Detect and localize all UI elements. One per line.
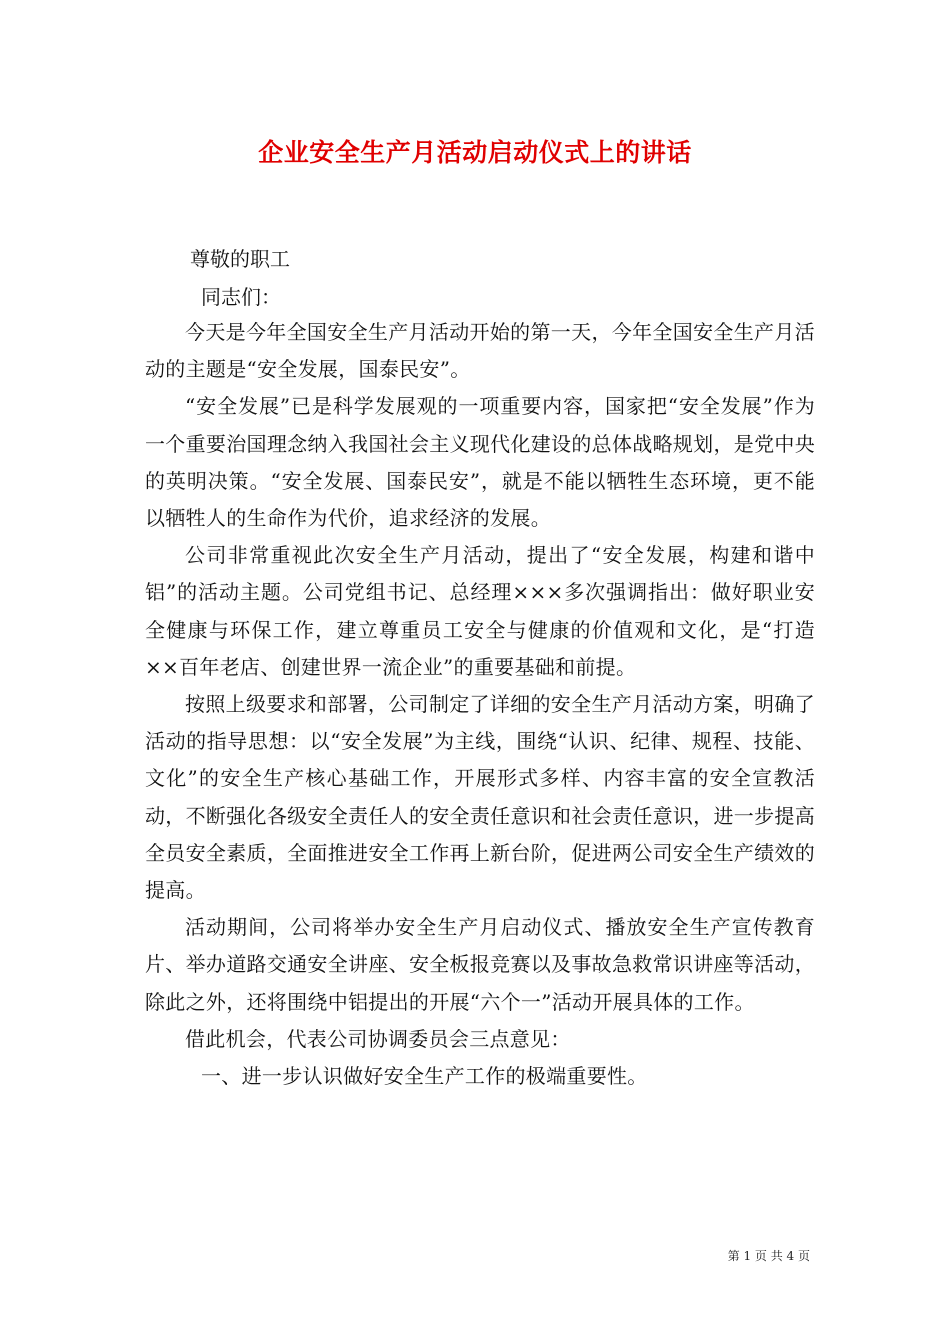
paragraph-3: 公司非常重视此次安全生产月活动，提出了“安全发展，构建和谐中铝”的活动主题。公司党组书记、总经理×××多次强调指出：做好职业安全健康与环保工作，建立尊重员工安全与健康的价值观和文化，是“打造××百年老店、创建世界一流企业”的重要基础和前提。 [145,543,815,679]
document-title: 企业安全生产月活动启动仪式上的讲话 [258,138,692,167]
paragraph-6: 借此机会，代表公司协调委员会三点意见： [185,1026,571,1051]
salutation-line-2: 同志们： [201,285,281,309]
salutation-line-1: 尊敬的职工 [190,247,290,271]
paragraph-2: “安全发展”已是科学发展观的一项重要内容，国家把“安全发展”作为一个重要治国理念纳入我国社会主义现代化建设的总体战略规划，是党中央的英明决策。“安全发展、国泰民安”，就是不能以牺牲生态环境，更不能以牺牲人的生命作为代价，追求经济的发展。 [145,394,815,531]
paragraph-1: 今天是今年全国安全生产月活动开始的第一天，今年全国安全生产月活动的主题是“安全发展，国泰民安”。 [145,320,815,382]
document-body [145,314,815,1095]
page-number-footer: 第 1 页 共 4 页 [727,1249,810,1263]
paragraph-5: 活动期间，公司将举办安全生产月启动仪式、播放安全生产宣传教育片、举办道路交通安全讲座、安全板报竞赛以及事故急救常识讲座等活动，除此之外，还将围绕中铝提出的开展“六个一”活动开展具体的工作。 [145,915,815,1014]
paragraph-4: 按照上级要求和部署，公司制定了详细的安全生产月活动方案，明确了活动的指导思想：以“安全发展”为主线，围绕“认识、纪律、规程、技能、文化”的安全生产核心基础工作，开展形式多样、内容丰富的安全宣教活动，不断强化各级安全责任人的安全责任意识和社会责任意识，进一步提高全员安全素质，全面推进安全工作再上新台阶，促进两公司安全生产绩效的提高。 [145,692,815,903]
point-one: 一、进一步认识做好安全生产工作的极端重要性。 [201,1064,648,1089]
